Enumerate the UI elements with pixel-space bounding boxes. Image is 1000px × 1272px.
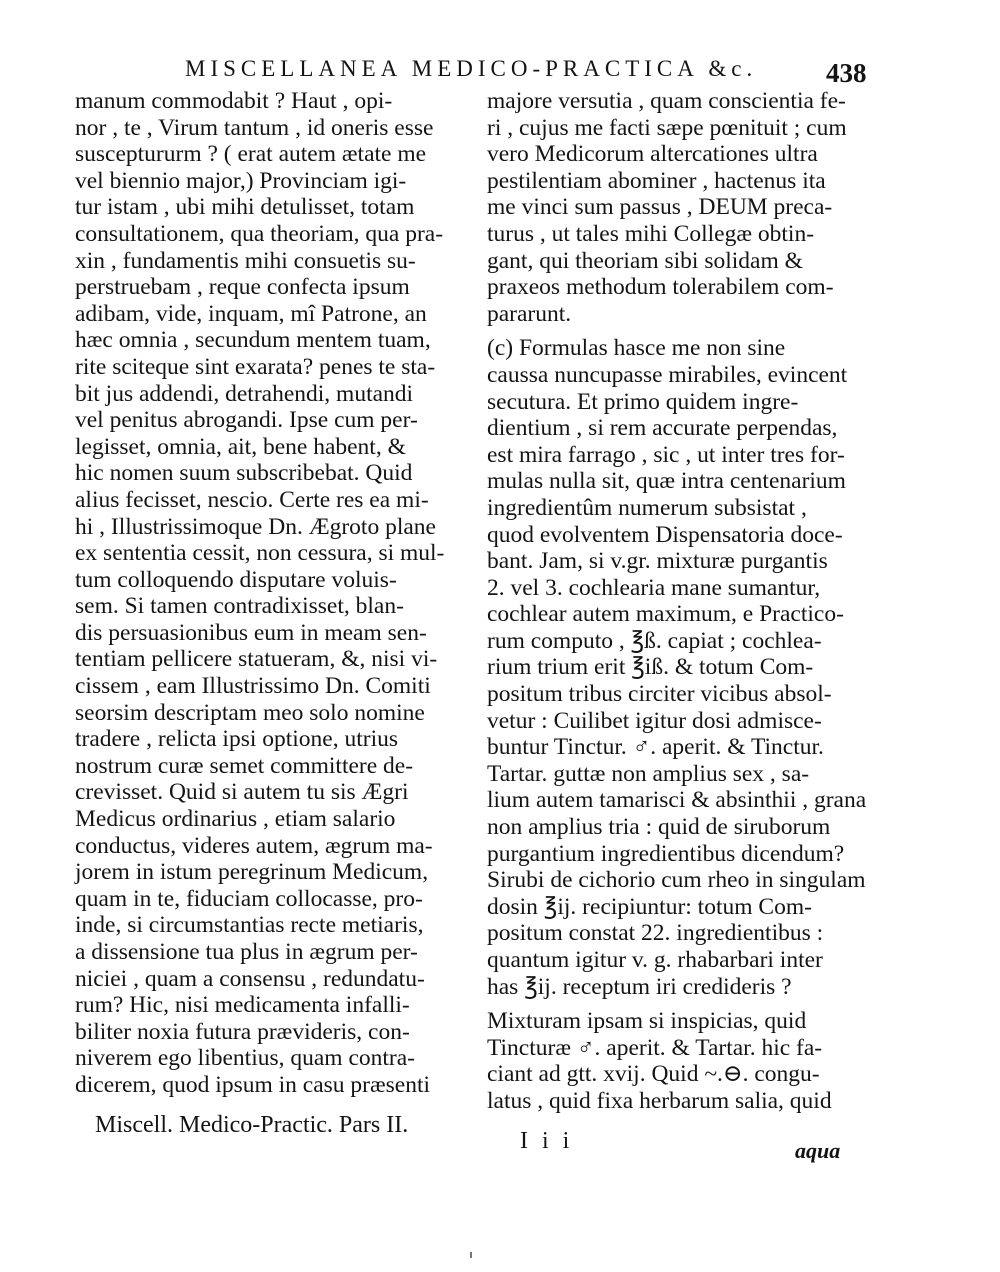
left-line: conductus, videres autem, ægrum ma- [75, 832, 433, 859]
right-line: gant, qui theoriam sibi solidam & [487, 247, 803, 274]
right-line: positum tribus circiter vicibus absol- [487, 681, 832, 708]
right-line: Mixturam ipsam si inspicias, quid [487, 1008, 807, 1035]
left-line: consultationem, qua theoriam, qua pra- [75, 220, 444, 247]
left-line: tentiam pellicere statueram, &, nisi vi- [75, 646, 438, 673]
left-line: Medicus ordinarius , etiam salario [75, 806, 396, 833]
left-line: hic nomen suum subscribebat. Quid [75, 460, 413, 487]
right-column [487, 88, 872, 1115]
right-line: majore versutia , quam conscientia fe- [487, 88, 846, 114]
right-line: caussa nuncupasse mirabiles, evincent [487, 361, 848, 388]
left-line: manum commodabit ? Haut , opi- [75, 88, 393, 114]
right-line: has ℥ij. receptum iri credideris ? [487, 973, 792, 1000]
right-line: secutura. Et primo quidem ingre- [487, 388, 799, 415]
right-line: (c) Formulas hasce me non sine [487, 335, 786, 362]
left-line: niciei , quam a consensu , redundatu- [75, 965, 425, 992]
right-line: me vinci sum passus , DEUM preca- [487, 194, 833, 221]
right-line: non amplius tria : quid de siruborum [487, 814, 831, 841]
right-line: Tartar. guttæ non amplius sex , sa- [487, 760, 810, 787]
left-line: bit jus addendi, detrahendi, mutandi [75, 380, 414, 407]
right-line: positum constat 22. ingredientibus : [487, 920, 824, 947]
right-line: vero Medicorum altercationes ultra [487, 141, 818, 168]
right-line: buntur Tinctur. ♂. aperit. & Tinctur. [487, 734, 824, 761]
left-line: dis persuasionibus eum in meam sen- [75, 619, 427, 646]
right-line: mulas nulla sit, quæ intra centenarium [487, 468, 846, 495]
right-line: rium trium erit ℥iß. & totum Com- [487, 654, 814, 681]
right-line: pararunt. [487, 300, 572, 327]
right-line: bant. Jam, si v.gr. mixturæ purgantis [487, 548, 828, 575]
left-line: vel penitus abrogandi. Ipse cum per- [75, 407, 418, 434]
left-line: susceptururm ? ( erat autem ætate me [75, 141, 427, 168]
left-line: jorem in istum peregrinum Medicum, [75, 859, 429, 886]
left-line: perstruebam , reque confecta ipsum [75, 274, 410, 301]
right-line: est mira farrago , sic , ut inter tres for- [487, 441, 845, 468]
right-line: turus , ut tales mihi Collegæ obtin- [487, 220, 815, 247]
left-line: legisset, omnia, ait, bene habent, & [75, 433, 406, 460]
left-line: seorsim descriptam meo solo nomine [75, 699, 425, 726]
right-line: ingredientûm numerum subsistat , [487, 494, 807, 521]
right-line: ciant ad gtt. xvij. Quid ~.⊖. congu- [487, 1061, 820, 1088]
paper-speck [470, 1252, 472, 1258]
left-line: a dissensione tua plus in ægrum per- [75, 939, 418, 965]
right-line: quod evolventem Dispensatoria doce- [487, 521, 843, 548]
right-line: quantum igitur v. g. rhabarbari inter [487, 947, 823, 973]
right-line: latus , quid fixa herbarum salia, quid [487, 1087, 832, 1114]
left-line: ex sententia cessit, non cessura, si mul- [75, 540, 445, 567]
right-line: praxeos methodum tolerabilem com- [487, 274, 834, 301]
left-line: rum? Hic, nisi medicamenta infalli- [75, 992, 410, 1019]
left-line: sem. Si tamen contradixisset, blan- [75, 593, 404, 620]
left-line: adibam, vide, inquam, mî Patrone, an [75, 300, 427, 327]
right-line: rum computo , ℥ß. capiat ; cochlea- [487, 627, 822, 654]
left-line: inde, si circumstantias recte metiaris, [75, 912, 424, 939]
signature-line: Miscell. Medico-Practic. Pars II. [95, 1112, 409, 1138]
right-line: Sirubi de cichorio cum rheo in singulam [487, 867, 866, 894]
left-line: xin , fundamentis mihi consuetis su- [75, 247, 416, 274]
right-line: vetur : Cuilibet igitur dosi admisce- [487, 707, 822, 734]
left-column [75, 88, 467, 1099]
left-line: niverem ego libentius, quam contra- [75, 1045, 415, 1072]
left-line: vel biennio major,) Provinciam igi- [75, 167, 407, 194]
left-line: dicerem, quod ipsum in casu præsenti [75, 1071, 431, 1098]
left-line: nor , te , Virum tantum , id oneris esse [75, 114, 434, 141]
right-line: pestilentiam abominer , hactenus ita [487, 167, 826, 194]
right-line: lium autem tamarisci & absinthii , grana [487, 787, 867, 814]
right-line: 2. vel 3. cochlearia mane sumantur, [487, 574, 821, 601]
left-line: hi , Illustrissimoque Dn. Ægroto plane [75, 513, 436, 540]
left-line: tum colloquendo disputare voluis- [75, 566, 397, 593]
left-line: tradere , relicta ipsi optione, utrius [75, 726, 399, 753]
right-line: purgantium ingredientibus dicendum? [487, 840, 845, 867]
running-title: MISCELLANEA MEDICO-PRACTICA &c. [185, 56, 758, 81]
right-line: dosin ℥ij. recipiuntur: totum Com- [487, 893, 812, 920]
right-line: Tincturæ ♂. aperit. & Tartar. hic fa- [487, 1034, 823, 1061]
right-line: ri , cujus me facti sæpe pœnituit ; cum [487, 114, 847, 141]
left-line: biliter noxia futura prævideris, con- [75, 1018, 410, 1045]
left-line: alius fecisset, nescio. Certe res ea mi- [75, 486, 429, 513]
left-line: nostrum curæ semet committere de- [75, 752, 414, 779]
right-line: cochlear autem maximum, e Practico- [487, 601, 844, 628]
page-number: 438 [826, 58, 867, 88]
left-line: cissem , eam Illustrissimo Dn. Comiti [75, 673, 431, 700]
catchword: aqua [795, 1138, 841, 1163]
left-line: hæc omnia , secundum mentem tuam, [75, 327, 431, 354]
signature-mark: I i i [520, 1128, 574, 1154]
left-line: tur istam , ubi mihi detulisset, totam [75, 194, 415, 221]
left-line: quam in te, fiduciam collocasse, pro- [75, 885, 423, 912]
left-line: crevisset. Quid si autem tu sis Ægri [75, 779, 409, 806]
right-line: dientium , si rem accurate perpendas, [487, 415, 838, 442]
left-line: rite sciteque sint exarata? penes te sta- [75, 353, 436, 380]
